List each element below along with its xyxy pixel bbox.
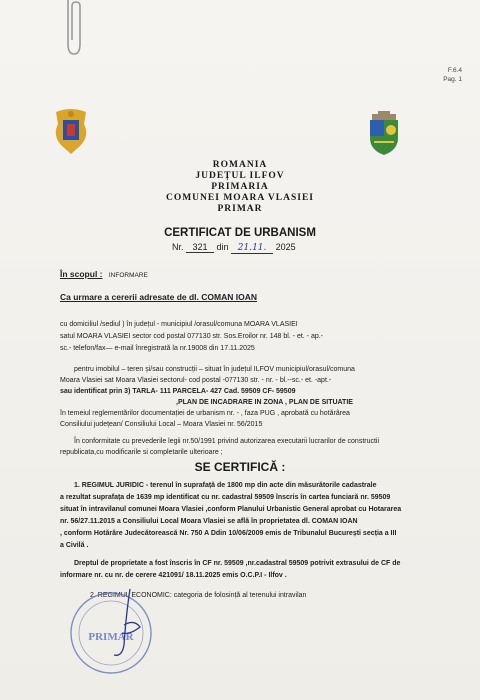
form-code: F.6.4 Pag. 1 [443, 67, 462, 83]
header-county: JUDEȚUL ILFOV [195, 171, 285, 181]
paperclip-icon [60, 0, 84, 58]
body-line: ,PLAN DE INCADRARE IN ZONA , PLAN DE SITUATIE [176, 399, 353, 406]
certifies-heading: SE CERTIFICĂ : [194, 460, 286, 474]
header-city-hall: PRIMARIA [211, 182, 269, 192]
legal-regime-line: nr. 56/27.11.2015 a Consiliului Local Moara Vlasiei se află în proprietatea dl. COMAN IOAN [60, 518, 358, 525]
economic-regime-line: 2. REGIMUL ECONOMIC: categoria de folosință al terenului intravilan [90, 592, 307, 599]
body-line: pentru imobilul – teren și/sau construcții – situat în județul ILFOV municipiul/orasul/comuna [74, 366, 355, 373]
ownership-line: Dreptul de proprietate a fost înscris în CF nr. 59509 ,nr.cadastral 59509 potrivit extrasului de CF de [74, 560, 401, 567]
moara-vlasiei-coat-of-arms-icon [364, 110, 404, 156]
certificate-number: Nr. 321 din 21.11. 2025 [172, 242, 296, 253]
body-line: Consiliului județean/ Consiliului Local – Moara Vlasiei nr. 56/2015 [60, 421, 263, 428]
legal-regime-line: , conform Hotărâre Judecătorească Nr. 750 A Ddin 10/06/2009 emis de Tribunalul București secția a III [60, 530, 397, 537]
handwritten-signature [100, 585, 150, 665]
ownership-line: informare nr. cu nr. de cerere 421091/ 18.11.2025 emis O.C.P.I - Ilfov . [60, 572, 287, 579]
romania-coat-of-arms-icon [50, 106, 92, 156]
svg-text:PRIMAR: PRIMAR [88, 631, 134, 643]
scope-line: În scopul : INFORMARE [60, 269, 148, 279]
body-line: cu domiciliul /sediul ) în județul - municipiul /orasul/comuna MOARA VLASIEI [60, 321, 298, 328]
legal-regime-line: a rezultat suprafața de 1639 mp identificat cu nr. cadastral 59509 înscris în cartea funciară nr. 59509 [60, 494, 391, 501]
request-line: Ca urmare a cererii adresate de dl. COMAN IOAN [60, 292, 257, 302]
legal-regime-line: 1. REGIMUL JURIDIC - terenul în suprafață de 1800 mp din acte din măsurătorile cadastrale [74, 482, 377, 489]
legal-regime-line: a Civilă . [60, 542, 89, 549]
body-line: sau identificat prin 3) TARLA- 111 PARCELA- 427 Cad. 59509 CF- 59509 [60, 388, 296, 395]
body-line: republicata,cu modificarile si completarile ulterioare ; [60, 449, 223, 456]
header-commune: COMUNEI MOARA VLASIEI [165, 193, 315, 203]
header-country: ROMANIA [212, 160, 268, 170]
body-line: în temeiul reglementărilor documentației de urbanism nr. - , faza PUG , aprobată cu hotărârea [60, 410, 350, 417]
body-line: În conformitate cu prevederile legii nr.50/1991 privind autorizarea executarii lucrarilor de constructii [74, 438, 380, 445]
body-line: sc.- telefon/fax— e-mail înregistrată la nr.19008 din 17.11.2025 [60, 345, 255, 352]
body-line: satul MOARA VLASIEI sector cod postal 077130 str. Sos.Eroilor nr. 148 bl. - et. - ap.- [60, 333, 324, 340]
legal-regime-line: situat în intravilanul comunei Moara Vlasiei ,conform Planului Urbanistic General aprobat cu Hotararea [60, 506, 402, 513]
body-line: Moara Vlasiei sat Moara Vlasiei sectorul- cod postal -077130 str. - nr. - bl.--sc.- et. -apt.- [60, 377, 332, 384]
header-mayor: PRIMAR [217, 204, 263, 214]
certificate-title: CERTIFICAT DE URBANISM [164, 227, 316, 239]
